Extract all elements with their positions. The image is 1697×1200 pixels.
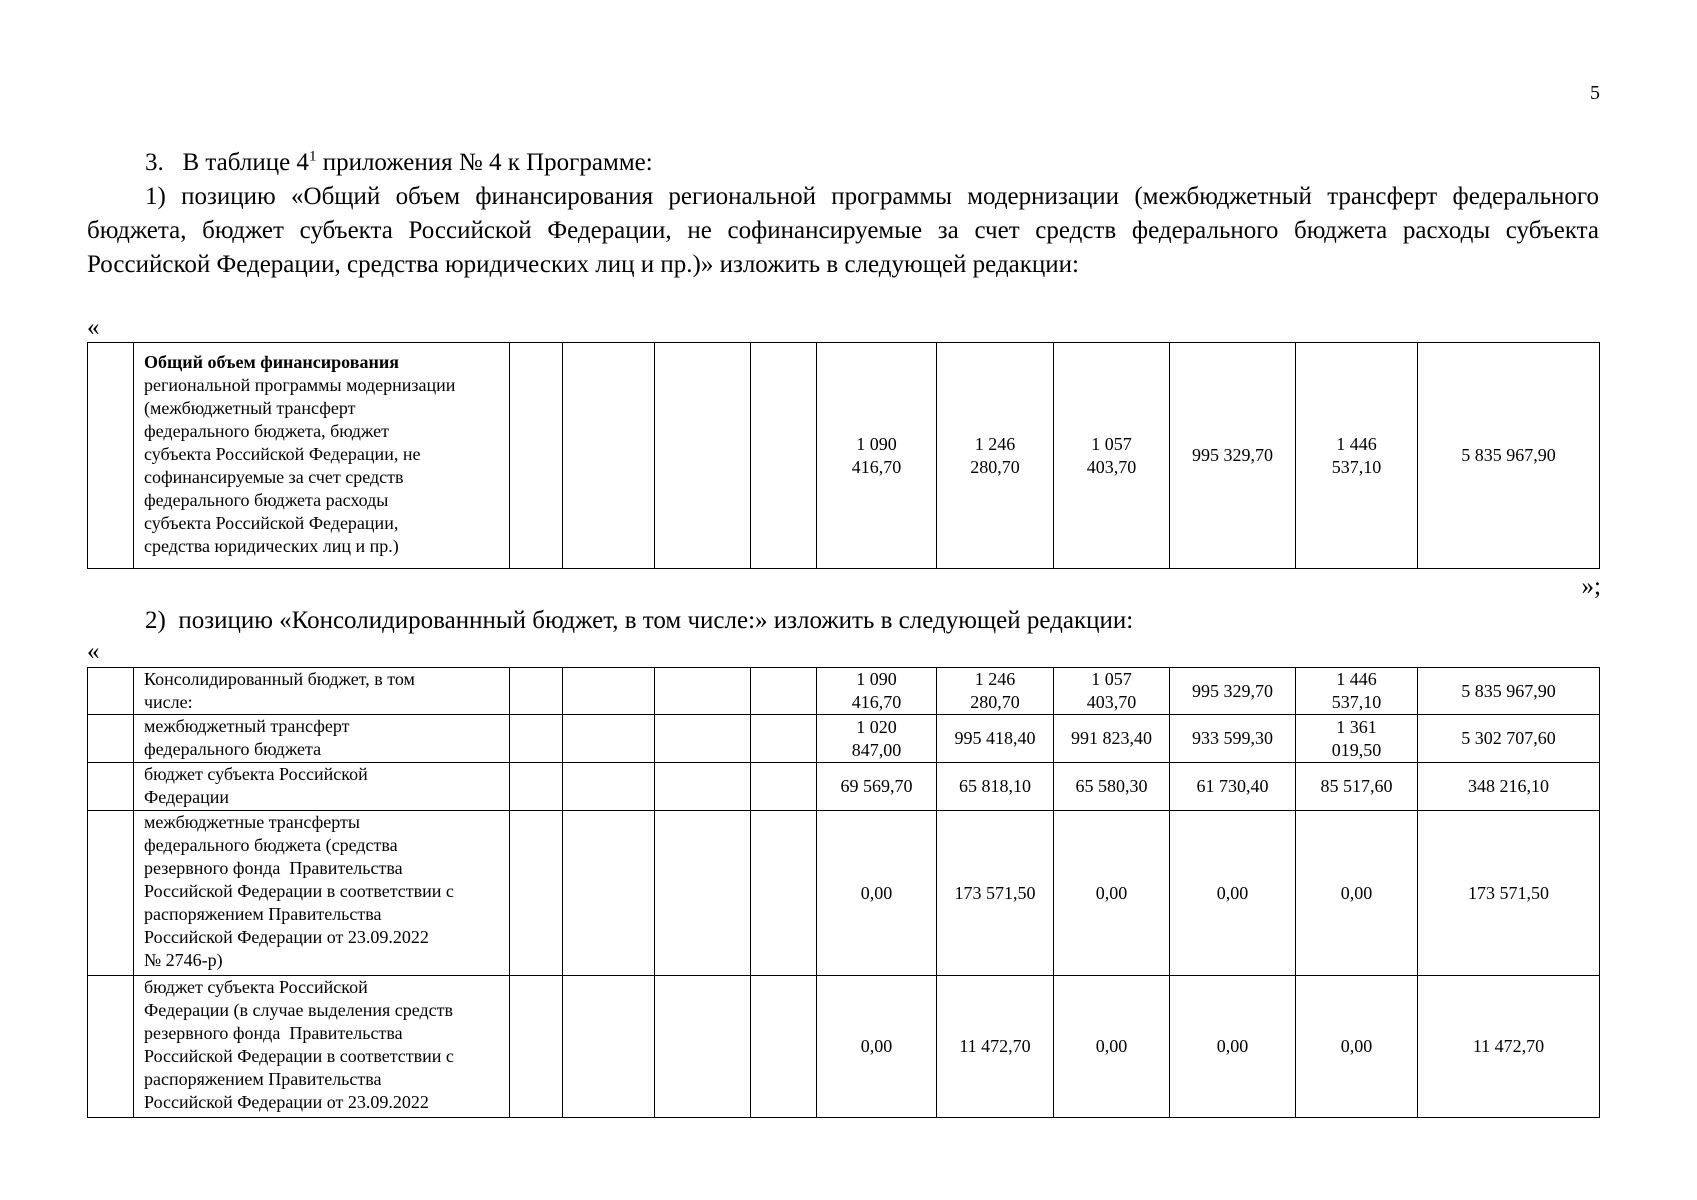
empty-cell xyxy=(655,343,751,569)
item-3-text-end: приложения № 4 к Программе: xyxy=(316,149,653,176)
value-cell: 1 446 537,10 xyxy=(1296,343,1418,569)
value-cell: 65 580,30 xyxy=(1054,763,1170,811)
row-number-cell xyxy=(88,976,134,1118)
table-row xyxy=(88,811,1600,976)
total-value-cell: 11 472,70 xyxy=(1418,976,1600,1118)
empty-cell xyxy=(655,811,751,976)
value-cell: 1 090 416,70 xyxy=(817,668,937,715)
empty-cell xyxy=(751,343,817,569)
empty-cell xyxy=(563,976,655,1118)
value-cell: 0,00 xyxy=(817,976,937,1118)
total-value-cell: 173 571,50 xyxy=(1418,811,1600,976)
table-row xyxy=(88,763,1600,811)
value-cell: 69 569,70 xyxy=(817,763,937,811)
row-number-cell xyxy=(88,811,134,976)
total-value-cell: 5 835 967,90 xyxy=(1418,668,1600,715)
financing-table-1 xyxy=(87,342,1600,569)
table-row xyxy=(88,668,1600,715)
row-number-cell xyxy=(88,668,134,715)
empty-cell xyxy=(563,715,655,763)
row-label-cell: межбюджетный трансферт федерального бюджета xyxy=(134,715,510,763)
empty-cell xyxy=(510,715,563,763)
table-row xyxy=(88,715,1600,763)
empty-cell xyxy=(563,343,655,569)
row-number-cell xyxy=(88,715,134,763)
value-cell: 0,00 xyxy=(1054,976,1170,1118)
row-label-cell: Консолидированный бюджет, в том числе: xyxy=(134,668,510,715)
item-3-superscript: 1 xyxy=(308,148,317,165)
value-cell: 1 246 280,70 xyxy=(937,343,1054,569)
value-cell: 0,00 xyxy=(1054,811,1170,976)
opening-quote-1: « xyxy=(87,314,100,341)
item-2-paragraph: 2) позицию «Консолидированнный бюджет, в том числе:» изложить в следующей редакции: xyxy=(145,607,1134,634)
empty-cell xyxy=(510,343,563,569)
page-number: 5 xyxy=(1590,82,1600,104)
value-cell: 1 446 537,10 xyxy=(1296,668,1418,715)
empty-cell xyxy=(751,763,817,811)
value-cell: 1 057 403,70 xyxy=(1054,343,1170,569)
empty-cell xyxy=(751,976,817,1118)
value-cell: 173 571,50 xyxy=(937,811,1054,976)
row-label-line: субъекта Российской Федерации, не xyxy=(144,444,421,464)
value-cell: 0,00 xyxy=(1170,811,1296,976)
empty-cell xyxy=(655,763,751,811)
table-row xyxy=(88,343,1600,569)
value-cell: 995 329,70 xyxy=(1170,343,1296,569)
empty-cell xyxy=(751,668,817,715)
row-number-cell xyxy=(88,763,134,811)
value-cell: 11 472,70 xyxy=(937,976,1054,1118)
table-row xyxy=(88,976,1600,1118)
value-cell: 0,00 xyxy=(1296,976,1418,1118)
row-label-cell: бюджет субъекта Российской Федерации xyxy=(134,763,510,811)
total-value-cell: 5 302 707,60 xyxy=(1418,715,1600,763)
value-cell: 85 517,60 xyxy=(1296,763,1418,811)
row-label-line: софинансируемые за счет средств xyxy=(144,467,404,487)
row-label-cell: бюджет субъекта Российской Федерации (в случае выделения средств резервного фонда Правительства Российской Федерации в соответствии с распоряжением Правительства Российской Федерации от 23.09.2022 xyxy=(134,976,510,1118)
item-1-paragraph: 1) позицию «Общий объем финансирования региональной программы модернизации (межбюджетный трансферт федерального бюджета, бюджет субъекта Российской Федерации, не софинансируемые за счет средств федерального бюджета расходы субъекта Российской Федерации, средства юридических лиц и пр.)» изложить в следующей редакции: xyxy=(87,183,1599,278)
empty-cell xyxy=(510,811,563,976)
row-label-line: региональной программы модернизации xyxy=(144,375,456,395)
empty-cell xyxy=(510,976,563,1118)
value-cell: 0,00 xyxy=(1170,976,1296,1118)
row-label-line: федерального бюджета, бюджет xyxy=(144,421,389,441)
row-label-line: средства юридических лиц и пр.) xyxy=(144,536,399,556)
value-cell: 0,00 xyxy=(817,811,937,976)
value-cell: 1 020 847,00 xyxy=(817,715,937,763)
value-cell: 61 730,40 xyxy=(1170,763,1296,811)
value-cell: 1 090 416,70 xyxy=(817,343,937,569)
value-cell: 1 246 280,70 xyxy=(937,668,1054,715)
value-cell: 991 823,40 xyxy=(1054,715,1170,763)
value-cell: 1 361 019,50 xyxy=(1296,715,1418,763)
row-label-line: субъекта Российской Федерации, xyxy=(144,513,399,533)
value-cell: 1 057 403,70 xyxy=(1054,668,1170,715)
value-cell: 933 599,30 xyxy=(1170,715,1296,763)
value-cell: 995 329,70 xyxy=(1170,668,1296,715)
empty-cell xyxy=(655,976,751,1118)
total-value-cell: 5 835 967,90 xyxy=(1418,343,1600,569)
row-label-bold: Общий объем финансирования xyxy=(144,352,399,372)
empty-cell xyxy=(563,668,655,715)
closing-quote-1: »; xyxy=(1581,573,1601,600)
value-cell: 995 418,40 xyxy=(937,715,1054,763)
item-3-text: 3. В таблице 4 xyxy=(145,149,309,176)
item-3-heading xyxy=(87,146,1599,180)
empty-cell xyxy=(751,811,817,976)
row-label-cell: межбюджетные трансферты федерального бюджета (средства резервного фонда Правительства Российской Федерации в соответствии с распоряжением Правительства Российской Федерации от 23.09.2022 № 2746-р) xyxy=(134,811,510,976)
row-label-line: федерального бюджета расходы xyxy=(144,490,389,510)
opening-quote-2: « xyxy=(87,638,100,665)
financing-table-2 xyxy=(87,667,1600,1118)
empty-cell xyxy=(563,811,655,976)
empty-cell xyxy=(655,715,751,763)
value-cell: 65 818,10 xyxy=(937,763,1054,811)
row-number-cell xyxy=(88,343,134,569)
empty-cell xyxy=(563,763,655,811)
row-label-line: (межбюджетный трансферт xyxy=(144,398,356,418)
empty-cell xyxy=(655,668,751,715)
total-value-cell: 348 216,10 xyxy=(1418,763,1600,811)
empty-cell xyxy=(510,668,563,715)
empty-cell xyxy=(510,763,563,811)
empty-cell xyxy=(751,715,817,763)
row-label-cell xyxy=(134,343,510,569)
value-cell: 0,00 xyxy=(1296,811,1418,976)
